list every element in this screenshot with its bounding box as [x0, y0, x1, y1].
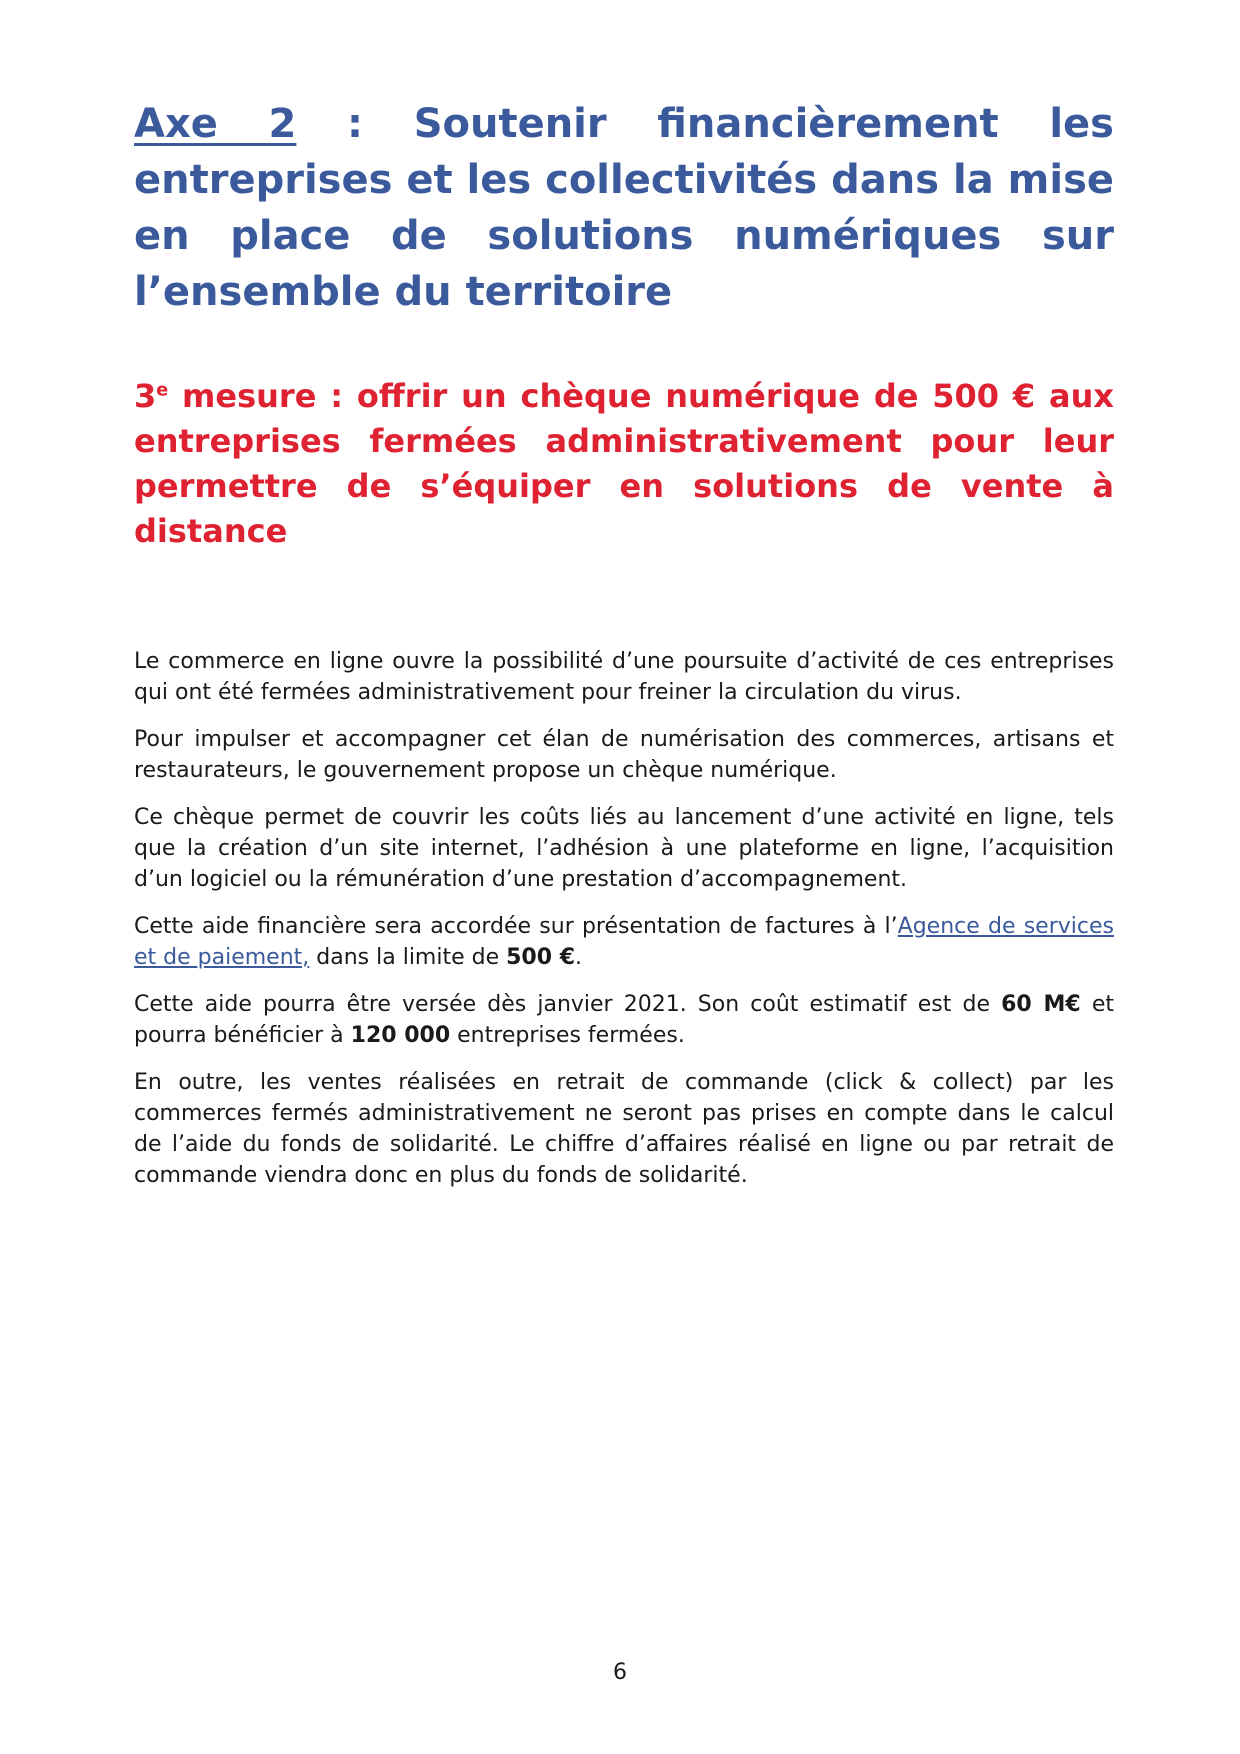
body-text [134, 646, 1114, 1191]
beneficiary-count: 120 000 [350, 1023, 451, 1048]
mesure-number: 3 [134, 377, 157, 415]
mesure-heading [134, 374, 1114, 554]
page-number: 6 [613, 1660, 627, 1685]
paragraph-cost-estimate [134, 989, 1114, 1051]
paragraph-click-collect: En outre, les ventes réalisées en retrait de commande (click & collect) par les commerces fermés administrativement ne seront pas prises en compte dans le calcul de l’aide du fonds de solidarité. Le chiffre d’affaires réalisé en ligne ou par retrait de commande viendra donc en plus du fonds de solidarité. [134, 1070, 1114, 1188]
mesure-text: offrir un chèque numérique de 500 € aux entreprises fermées administrativement pour leur permettre de s’équiper en solutions de vente à distance [134, 377, 1115, 550]
page-content [134, 96, 1114, 1207]
axe-title: Soutenir financièrement les entreprises et les collectivités dans la mise en place de solutions numériques sur l’ensemble du territoire [134, 101, 1114, 315]
paragraph-financial-aid-text: Cette aide financière sera accordée sur présentation de factures à l’ [134, 914, 898, 939]
mesure-ordinal-suffix: e [156, 380, 169, 401]
estimated-cost: 60 M€ [1001, 992, 1081, 1017]
paragraph-financial-aid-text-2: dans la limite de [309, 945, 507, 970]
paragraph-cost-estimate-text: Cette aide pourra être versée dès janvier 2021. Son coût estimatif est de [134, 992, 1002, 1017]
axe-separator: : [296, 101, 414, 147]
mesure-word: mesure : [168, 377, 357, 415]
paragraph-covered-costs: Ce chèque permet de couvrir les coûts liés au lancement d’une activité en ligne, tels que la création d’un site internet, l’adhésion à une plateforme en ligne, l’acquisition d’un logiciel ou la rémunération d’une prestation d’accompagnement. [134, 805, 1114, 892]
mesure-label [134, 377, 357, 415]
axe-label: Axe 2 [134, 101, 297, 147]
aid-limit-amount: 500 € [506, 945, 576, 970]
paragraph-cost-estimate-end: entreprises fermées. [450, 1023, 685, 1048]
paragraph-online-commerce: Le commerce en ligne ouvre la possibilité d’une poursuite d’activité de ces entreprises qui ont été fermées administrativement pour freiner la circulation du virus. [134, 649, 1114, 705]
paragraph-digital-cheque: Pour impulser et accompagner cet élan de numérisation des commerces, artisans et restaurateurs, le gouvernement propose un chèque numérique. [134, 727, 1114, 783]
paragraph-financial-aid [134, 911, 1114, 973]
agence-services-paiement-link[interactable]: Agence de services et de paiement, [134, 914, 1114, 970]
paragraph-financial-aid-end: . [575, 945, 583, 970]
axe-heading [134, 96, 1114, 320]
paragraph-cost-estimate-text-2: et pourra bénéficier à [134, 992, 1114, 1048]
